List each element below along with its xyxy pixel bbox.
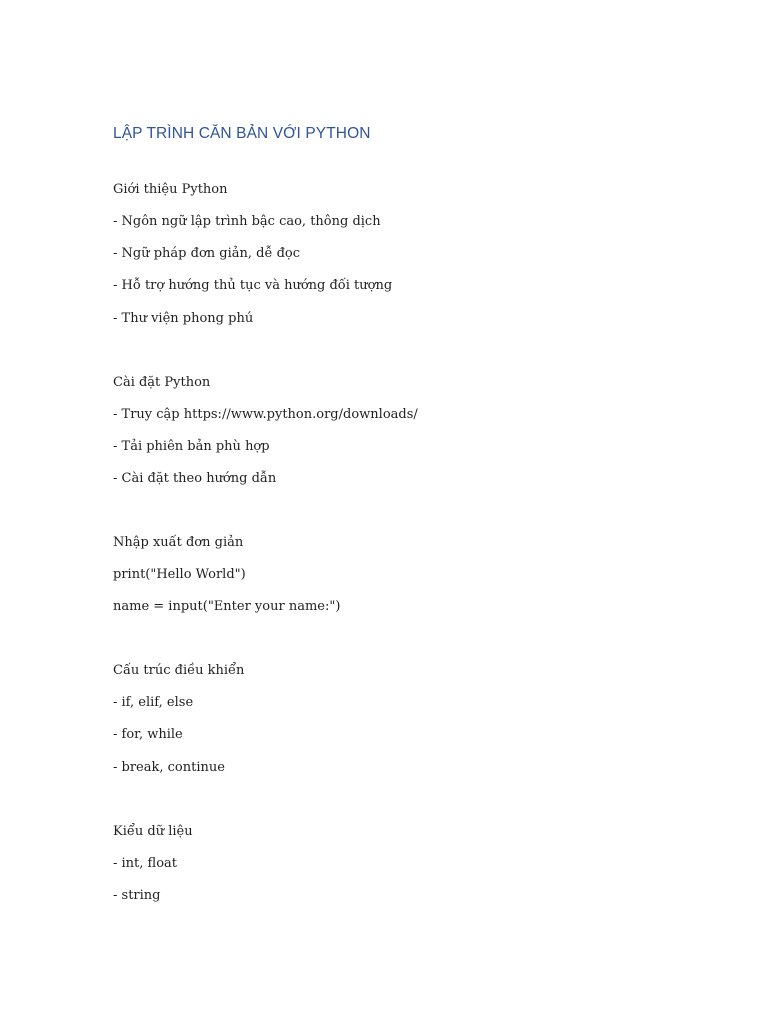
list-item: - Hỗ trợ hướng thủ tục và hướng đối tượng (113, 278, 393, 293)
section-heading-io: Nhập xuất đơn giản (113, 535, 244, 550)
list-item: - Tải phiên bản phù hợp (113, 439, 270, 454)
list-item: - Cài đặt theo hướng dẫn (113, 471, 277, 486)
code-line: name = input("Enter your name:") (113, 599, 341, 614)
list-item: - string (113, 888, 161, 903)
list-item: - Truy cập https://www.python.org/downloads/ (113, 407, 418, 422)
code-line: print("Hello World") (113, 567, 246, 582)
list-item: - for, while (113, 727, 183, 742)
list-item: - int, float (113, 856, 178, 871)
section-heading-datatypes: Kiểu dữ liệu (113, 824, 193, 839)
list-item: - Ngữ pháp đơn giản, dễ đọc (113, 246, 301, 261)
document-title: LẬP TRÌNH CĂN BẢN VỚI PYTHON (113, 125, 371, 142)
section-heading-intro: Giới thiệu Python (113, 182, 228, 197)
section-heading-install: Cài đặt Python (113, 375, 211, 390)
list-item: - Thư viện phong phú (113, 311, 254, 326)
list-item: - Ngôn ngữ lập trình bậc cao, thông dịch (113, 214, 381, 229)
list-item: - if, elif, else (113, 695, 194, 710)
section-heading-control: Cấu trúc điều khiển (113, 663, 245, 678)
list-item: - break, continue (113, 760, 225, 775)
